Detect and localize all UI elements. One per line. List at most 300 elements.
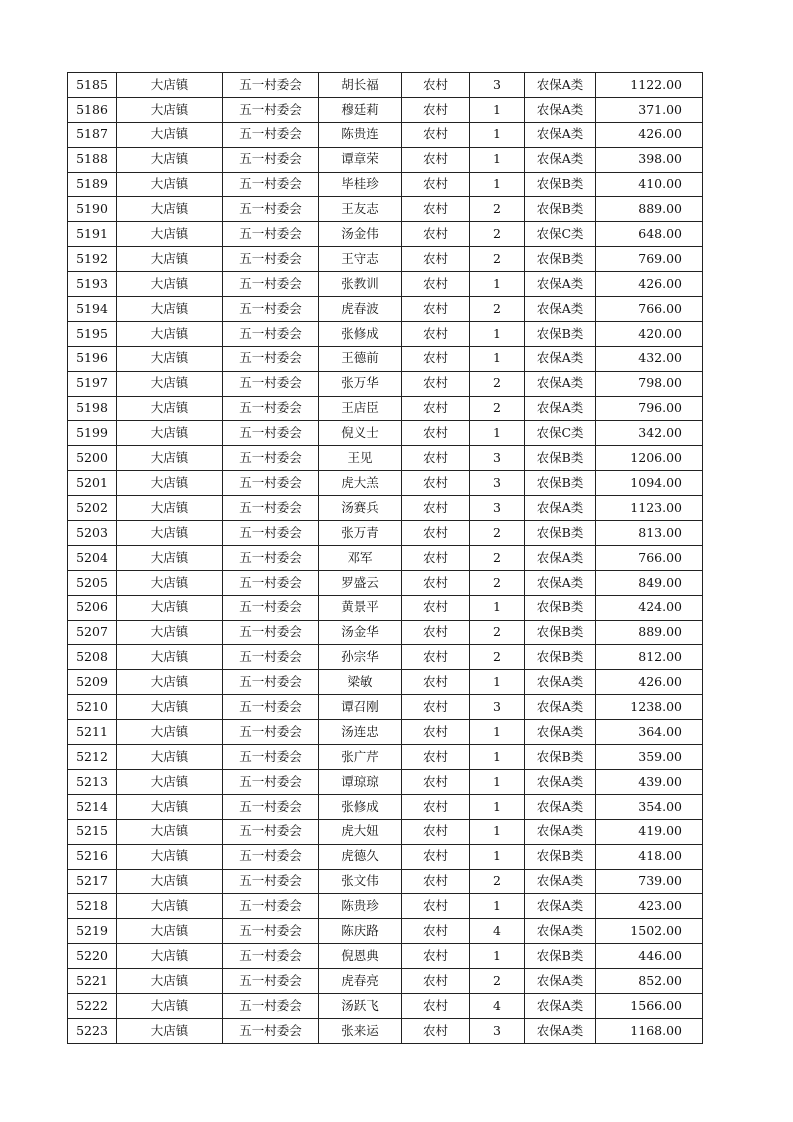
insurance-category-cell: 农保B类 bbox=[525, 645, 596, 670]
table-row bbox=[68, 396, 703, 421]
people-count-cell: 3 bbox=[470, 695, 525, 720]
person-name-cell: 张教训 bbox=[319, 272, 402, 297]
record-id-cell: 5218 bbox=[68, 894, 117, 919]
insurance-category-cell: 农保B类 bbox=[525, 844, 596, 869]
town-cell: 大店镇 bbox=[117, 1018, 223, 1043]
insurance-category-cell: 农保A类 bbox=[525, 720, 596, 745]
village-committee-cell: 五一村委会 bbox=[223, 944, 319, 969]
town-cell: 大店镇 bbox=[117, 545, 223, 570]
insurance-category-cell: 农保A类 bbox=[525, 794, 596, 819]
person-name-cell: 汤连忠 bbox=[319, 720, 402, 745]
people-count-cell: 3 bbox=[470, 496, 525, 521]
table-row bbox=[68, 894, 703, 919]
person-name-cell: 张修成 bbox=[319, 321, 402, 346]
insurance-category-cell: 农保B类 bbox=[525, 521, 596, 546]
record-id-cell: 5204 bbox=[68, 545, 117, 570]
insurance-category-cell: 农保A类 bbox=[525, 97, 596, 122]
village-committee-cell: 五一村委会 bbox=[223, 421, 319, 446]
amount-cell: 849.00 bbox=[596, 570, 703, 595]
amount-cell: 424.00 bbox=[596, 595, 703, 620]
amount-cell: 798.00 bbox=[596, 371, 703, 396]
household-type-cell: 农村 bbox=[402, 247, 470, 272]
household-type-cell: 农村 bbox=[402, 73, 470, 98]
household-type-cell: 农村 bbox=[402, 919, 470, 944]
record-id-cell: 5214 bbox=[68, 794, 117, 819]
insurance-category-cell: 农保C类 bbox=[525, 421, 596, 446]
table-row bbox=[68, 122, 703, 147]
people-count-cell: 2 bbox=[470, 521, 525, 546]
people-count-cell: 2 bbox=[470, 545, 525, 570]
people-count-cell: 3 bbox=[470, 471, 525, 496]
village-committee-cell: 五一村委会 bbox=[223, 545, 319, 570]
amount-cell: 426.00 bbox=[596, 122, 703, 147]
village-committee-cell: 五一村委会 bbox=[223, 197, 319, 222]
household-type-cell: 农村 bbox=[402, 645, 470, 670]
person-name-cell: 虎春亮 bbox=[319, 969, 402, 994]
amount-cell: 812.00 bbox=[596, 645, 703, 670]
people-count-cell: 2 bbox=[470, 222, 525, 247]
insurance-category-cell: 农保B类 bbox=[525, 247, 596, 272]
amount-cell: 889.00 bbox=[596, 197, 703, 222]
people-count-cell: 2 bbox=[470, 620, 525, 645]
village-committee-cell: 五一村委会 bbox=[223, 321, 319, 346]
town-cell: 大店镇 bbox=[117, 346, 223, 371]
village-committee-cell: 五一村委会 bbox=[223, 446, 319, 471]
people-count-cell: 1 bbox=[470, 346, 525, 371]
insurance-category-cell: 农保B类 bbox=[525, 745, 596, 770]
village-committee-cell: 五一村委会 bbox=[223, 745, 319, 770]
record-id-cell: 5197 bbox=[68, 371, 117, 396]
record-id-cell: 5199 bbox=[68, 421, 117, 446]
table-row bbox=[68, 769, 703, 794]
insurance-category-cell: 农保A类 bbox=[525, 73, 596, 98]
insurance-category-cell: 农保A类 bbox=[525, 869, 596, 894]
people-count-cell: 2 bbox=[470, 197, 525, 222]
household-type-cell: 农村 bbox=[402, 297, 470, 322]
people-count-cell: 2 bbox=[470, 869, 525, 894]
record-id-cell: 5196 bbox=[68, 346, 117, 371]
town-cell: 大店镇 bbox=[117, 122, 223, 147]
household-type-cell: 农村 bbox=[402, 993, 470, 1018]
person-name-cell: 孙宗华 bbox=[319, 645, 402, 670]
person-name-cell: 张来运 bbox=[319, 1018, 402, 1043]
amount-cell: 769.00 bbox=[596, 247, 703, 272]
record-id-cell: 5203 bbox=[68, 521, 117, 546]
insurance-category-cell: 农保A类 bbox=[525, 346, 596, 371]
table-row bbox=[68, 147, 703, 172]
table-row bbox=[68, 844, 703, 869]
person-name-cell: 谭章荣 bbox=[319, 147, 402, 172]
people-count-cell: 1 bbox=[470, 944, 525, 969]
record-id-cell: 5200 bbox=[68, 446, 117, 471]
village-committee-cell: 五一村委会 bbox=[223, 620, 319, 645]
insurance-category-cell: 农保B类 bbox=[525, 944, 596, 969]
household-type-cell: 农村 bbox=[402, 147, 470, 172]
people-count-cell: 1 bbox=[470, 745, 525, 770]
people-count-cell: 4 bbox=[470, 919, 525, 944]
record-id-cell: 5220 bbox=[68, 944, 117, 969]
table-row bbox=[68, 421, 703, 446]
town-cell: 大店镇 bbox=[117, 321, 223, 346]
people-count-cell: 1 bbox=[470, 595, 525, 620]
person-name-cell: 张万华 bbox=[319, 371, 402, 396]
people-count-cell: 4 bbox=[470, 993, 525, 1018]
person-name-cell: 张修成 bbox=[319, 794, 402, 819]
amount-cell: 354.00 bbox=[596, 794, 703, 819]
people-count-cell: 2 bbox=[470, 396, 525, 421]
person-name-cell: 张广芹 bbox=[319, 745, 402, 770]
person-name-cell: 虎大妞 bbox=[319, 819, 402, 844]
records-table bbox=[67, 72, 703, 1044]
insurance-category-cell: 农保C类 bbox=[525, 222, 596, 247]
town-cell: 大店镇 bbox=[117, 471, 223, 496]
record-id-cell: 5202 bbox=[68, 496, 117, 521]
people-count-cell: 1 bbox=[470, 97, 525, 122]
household-type-cell: 农村 bbox=[402, 570, 470, 595]
record-id-cell: 5216 bbox=[68, 844, 117, 869]
insurance-category-cell: 农保A类 bbox=[525, 894, 596, 919]
village-committee-cell: 五一村委会 bbox=[223, 222, 319, 247]
record-id-cell: 5201 bbox=[68, 471, 117, 496]
village-committee-cell: 五一村委会 bbox=[223, 122, 319, 147]
table-row bbox=[68, 645, 703, 670]
household-type-cell: 农村 bbox=[402, 97, 470, 122]
town-cell: 大店镇 bbox=[117, 197, 223, 222]
amount-cell: 419.00 bbox=[596, 819, 703, 844]
amount-cell: 796.00 bbox=[596, 396, 703, 421]
household-type-cell: 农村 bbox=[402, 620, 470, 645]
record-id-cell: 5207 bbox=[68, 620, 117, 645]
record-id-cell: 5223 bbox=[68, 1018, 117, 1043]
table-row bbox=[68, 97, 703, 122]
town-cell: 大店镇 bbox=[117, 496, 223, 521]
town-cell: 大店镇 bbox=[117, 844, 223, 869]
table-row bbox=[68, 471, 703, 496]
table-row bbox=[68, 272, 703, 297]
insurance-category-cell: 农保B类 bbox=[525, 595, 596, 620]
town-cell: 大店镇 bbox=[117, 421, 223, 446]
household-type-cell: 农村 bbox=[402, 122, 470, 147]
record-id-cell: 5192 bbox=[68, 247, 117, 272]
people-count-cell: 1 bbox=[470, 172, 525, 197]
table-row bbox=[68, 969, 703, 994]
record-id-cell: 5187 bbox=[68, 122, 117, 147]
table-row bbox=[68, 371, 703, 396]
record-id-cell: 5217 bbox=[68, 869, 117, 894]
village-committee-cell: 五一村委会 bbox=[223, 819, 319, 844]
record-id-cell: 5185 bbox=[68, 73, 117, 98]
table-row bbox=[68, 670, 703, 695]
town-cell: 大店镇 bbox=[117, 297, 223, 322]
insurance-category-cell: 农保A类 bbox=[525, 147, 596, 172]
person-name-cell: 王守志 bbox=[319, 247, 402, 272]
household-type-cell: 农村 bbox=[402, 819, 470, 844]
table-row bbox=[68, 172, 703, 197]
village-committee-cell: 五一村委会 bbox=[223, 894, 319, 919]
village-committee-cell: 五一村委会 bbox=[223, 147, 319, 172]
household-type-cell: 农村 bbox=[402, 969, 470, 994]
town-cell: 大店镇 bbox=[117, 944, 223, 969]
person-name-cell: 汤金华 bbox=[319, 620, 402, 645]
amount-cell: 426.00 bbox=[596, 670, 703, 695]
table-row bbox=[68, 869, 703, 894]
records-table-body bbox=[68, 73, 703, 1044]
table-row bbox=[68, 595, 703, 620]
amount-cell: 1566.00 bbox=[596, 993, 703, 1018]
record-id-cell: 5208 bbox=[68, 645, 117, 670]
record-id-cell: 5222 bbox=[68, 993, 117, 1018]
record-id-cell: 5209 bbox=[68, 670, 117, 695]
village-committee-cell: 五一村委会 bbox=[223, 969, 319, 994]
village-committee-cell: 五一村委会 bbox=[223, 670, 319, 695]
household-type-cell: 农村 bbox=[402, 944, 470, 969]
town-cell: 大店镇 bbox=[117, 172, 223, 197]
people-count-cell: 3 bbox=[470, 446, 525, 471]
town-cell: 大店镇 bbox=[117, 272, 223, 297]
town-cell: 大店镇 bbox=[117, 396, 223, 421]
person-name-cell: 邓军 bbox=[319, 545, 402, 570]
amount-cell: 446.00 bbox=[596, 944, 703, 969]
table-row bbox=[68, 297, 703, 322]
town-cell: 大店镇 bbox=[117, 371, 223, 396]
amount-cell: 364.00 bbox=[596, 720, 703, 745]
town-cell: 大店镇 bbox=[117, 97, 223, 122]
amount-cell: 342.00 bbox=[596, 421, 703, 446]
people-count-cell: 2 bbox=[470, 969, 525, 994]
person-name-cell: 胡长福 bbox=[319, 73, 402, 98]
insurance-category-cell: 农保A类 bbox=[525, 769, 596, 794]
people-count-cell: 1 bbox=[470, 421, 525, 446]
household-type-cell: 农村 bbox=[402, 321, 470, 346]
town-cell: 大店镇 bbox=[117, 147, 223, 172]
amount-cell: 410.00 bbox=[596, 172, 703, 197]
amount-cell: 420.00 bbox=[596, 321, 703, 346]
insurance-category-cell: 农保A类 bbox=[525, 819, 596, 844]
record-id-cell: 5198 bbox=[68, 396, 117, 421]
record-id-cell: 5188 bbox=[68, 147, 117, 172]
people-count-cell: 1 bbox=[470, 147, 525, 172]
record-id-cell: 5186 bbox=[68, 97, 117, 122]
record-id-cell: 5215 bbox=[68, 819, 117, 844]
table-row bbox=[68, 695, 703, 720]
town-cell: 大店镇 bbox=[117, 919, 223, 944]
household-type-cell: 农村 bbox=[402, 670, 470, 695]
household-type-cell: 农村 bbox=[402, 272, 470, 297]
amount-cell: 1168.00 bbox=[596, 1018, 703, 1043]
village-committee-cell: 五一村委会 bbox=[223, 1018, 319, 1043]
village-committee-cell: 五一村委会 bbox=[223, 695, 319, 720]
amount-cell: 766.00 bbox=[596, 545, 703, 570]
town-cell: 大店镇 bbox=[117, 894, 223, 919]
household-type-cell: 农村 bbox=[402, 197, 470, 222]
table-row bbox=[68, 222, 703, 247]
insurance-category-cell: 农保A类 bbox=[525, 272, 596, 297]
household-type-cell: 农村 bbox=[402, 894, 470, 919]
record-id-cell: 5205 bbox=[68, 570, 117, 595]
household-type-cell: 农村 bbox=[402, 471, 470, 496]
table-row bbox=[68, 321, 703, 346]
person-name-cell: 黄景平 bbox=[319, 595, 402, 620]
table-row bbox=[68, 521, 703, 546]
village-committee-cell: 五一村委会 bbox=[223, 371, 319, 396]
insurance-category-cell: 农保A类 bbox=[525, 670, 596, 695]
insurance-category-cell: 农保B类 bbox=[525, 172, 596, 197]
household-type-cell: 农村 bbox=[402, 720, 470, 745]
household-type-cell: 农村 bbox=[402, 172, 470, 197]
table-row bbox=[68, 1018, 703, 1043]
village-committee-cell: 五一村委会 bbox=[223, 247, 319, 272]
amount-cell: 1122.00 bbox=[596, 73, 703, 98]
table-row bbox=[68, 346, 703, 371]
table-row bbox=[68, 819, 703, 844]
village-committee-cell: 五一村委会 bbox=[223, 496, 319, 521]
person-name-cell: 陈贵连 bbox=[319, 122, 402, 147]
insurance-category-cell: 农保A类 bbox=[525, 695, 596, 720]
amount-cell: 439.00 bbox=[596, 769, 703, 794]
household-type-cell: 农村 bbox=[402, 769, 470, 794]
household-type-cell: 农村 bbox=[402, 496, 470, 521]
person-name-cell: 倪义士 bbox=[319, 421, 402, 446]
household-type-cell: 农村 bbox=[402, 595, 470, 620]
village-committee-cell: 五一村委会 bbox=[223, 769, 319, 794]
village-committee-cell: 五一村委会 bbox=[223, 919, 319, 944]
town-cell: 大店镇 bbox=[117, 620, 223, 645]
amount-cell: 852.00 bbox=[596, 969, 703, 994]
insurance-category-cell: 农保A类 bbox=[525, 396, 596, 421]
town-cell: 大店镇 bbox=[117, 670, 223, 695]
amount-cell: 766.00 bbox=[596, 297, 703, 322]
insurance-category-cell: 农保B类 bbox=[525, 321, 596, 346]
amount-cell: 889.00 bbox=[596, 620, 703, 645]
household-type-cell: 农村 bbox=[402, 1018, 470, 1043]
household-type-cell: 农村 bbox=[402, 346, 470, 371]
people-count-cell: 1 bbox=[470, 720, 525, 745]
person-name-cell: 张万青 bbox=[319, 521, 402, 546]
amount-cell: 432.00 bbox=[596, 346, 703, 371]
insurance-category-cell: 农保A类 bbox=[525, 496, 596, 521]
table-row bbox=[68, 247, 703, 272]
town-cell: 大店镇 bbox=[117, 969, 223, 994]
household-type-cell: 农村 bbox=[402, 869, 470, 894]
amount-cell: 1238.00 bbox=[596, 695, 703, 720]
town-cell: 大店镇 bbox=[117, 645, 223, 670]
people-count-cell: 2 bbox=[470, 247, 525, 272]
village-committee-cell: 五一村委会 bbox=[223, 844, 319, 869]
people-count-cell: 1 bbox=[470, 894, 525, 919]
table-row bbox=[68, 446, 703, 471]
table-row bbox=[68, 496, 703, 521]
people-count-cell: 1 bbox=[470, 122, 525, 147]
person-name-cell: 王店臣 bbox=[319, 396, 402, 421]
household-type-cell: 农村 bbox=[402, 695, 470, 720]
insurance-category-cell: 农保A类 bbox=[525, 371, 596, 396]
insurance-category-cell: 农保A类 bbox=[525, 545, 596, 570]
insurance-category-cell: 农保A类 bbox=[525, 1018, 596, 1043]
table-row bbox=[68, 545, 703, 570]
town-cell: 大店镇 bbox=[117, 521, 223, 546]
record-id-cell: 5210 bbox=[68, 695, 117, 720]
record-id-cell: 5194 bbox=[68, 297, 117, 322]
insurance-category-cell: 农保A类 bbox=[525, 122, 596, 147]
town-cell: 大店镇 bbox=[117, 869, 223, 894]
record-id-cell: 5213 bbox=[68, 769, 117, 794]
table-row bbox=[68, 197, 703, 222]
people-count-cell: 2 bbox=[470, 645, 525, 670]
people-count-cell: 1 bbox=[470, 272, 525, 297]
record-id-cell: 5219 bbox=[68, 919, 117, 944]
people-count-cell: 2 bbox=[470, 570, 525, 595]
amount-cell: 1094.00 bbox=[596, 471, 703, 496]
amount-cell: 371.00 bbox=[596, 97, 703, 122]
record-id-cell: 5221 bbox=[68, 969, 117, 994]
person-name-cell: 陈贵珍 bbox=[319, 894, 402, 919]
village-committee-cell: 五一村委会 bbox=[223, 471, 319, 496]
town-cell: 大店镇 bbox=[117, 695, 223, 720]
person-name-cell: 陈庆路 bbox=[319, 919, 402, 944]
record-id-cell: 5190 bbox=[68, 197, 117, 222]
person-name-cell: 倪恩典 bbox=[319, 944, 402, 969]
people-count-cell: 2 bbox=[470, 371, 525, 396]
amount-cell: 359.00 bbox=[596, 745, 703, 770]
person-name-cell: 汤赛兵 bbox=[319, 496, 402, 521]
insurance-category-cell: 农保A类 bbox=[525, 993, 596, 1018]
amount-cell: 1502.00 bbox=[596, 919, 703, 944]
household-type-cell: 农村 bbox=[402, 371, 470, 396]
town-cell: 大店镇 bbox=[117, 595, 223, 620]
insurance-category-cell: 农保A类 bbox=[525, 297, 596, 322]
people-count-cell: 1 bbox=[470, 819, 525, 844]
household-type-cell: 农村 bbox=[402, 794, 470, 819]
person-name-cell: 谭召刚 bbox=[319, 695, 402, 720]
village-committee-cell: 五一村委会 bbox=[223, 73, 319, 98]
people-count-cell: 1 bbox=[470, 844, 525, 869]
people-count-cell: 2 bbox=[470, 297, 525, 322]
town-cell: 大店镇 bbox=[117, 446, 223, 471]
table-row bbox=[68, 993, 703, 1018]
village-committee-cell: 五一村委会 bbox=[223, 993, 319, 1018]
town-cell: 大店镇 bbox=[117, 769, 223, 794]
household-type-cell: 农村 bbox=[402, 521, 470, 546]
table-row bbox=[68, 73, 703, 98]
town-cell: 大店镇 bbox=[117, 570, 223, 595]
person-name-cell: 罗盛云 bbox=[319, 570, 402, 595]
household-type-cell: 农村 bbox=[402, 545, 470, 570]
town-cell: 大店镇 bbox=[117, 720, 223, 745]
person-name-cell: 虎大羔 bbox=[319, 471, 402, 496]
person-name-cell: 王见 bbox=[319, 446, 402, 471]
record-id-cell: 5212 bbox=[68, 745, 117, 770]
village-committee-cell: 五一村委会 bbox=[223, 172, 319, 197]
table-row bbox=[68, 919, 703, 944]
table-row bbox=[68, 620, 703, 645]
people-count-cell: 1 bbox=[470, 670, 525, 695]
record-id-cell: 5211 bbox=[68, 720, 117, 745]
village-committee-cell: 五一村委会 bbox=[223, 396, 319, 421]
village-committee-cell: 五一村委会 bbox=[223, 297, 319, 322]
people-count-cell: 3 bbox=[470, 1018, 525, 1043]
record-id-cell: 5191 bbox=[68, 222, 117, 247]
people-count-cell: 1 bbox=[470, 321, 525, 346]
record-id-cell: 5189 bbox=[68, 172, 117, 197]
village-committee-cell: 五一村委会 bbox=[223, 346, 319, 371]
insurance-category-cell: 农保A类 bbox=[525, 919, 596, 944]
town-cell: 大店镇 bbox=[117, 993, 223, 1018]
amount-cell: 648.00 bbox=[596, 222, 703, 247]
amount-cell: 1206.00 bbox=[596, 446, 703, 471]
table-row bbox=[68, 720, 703, 745]
household-type-cell: 农村 bbox=[402, 446, 470, 471]
village-committee-cell: 五一村委会 bbox=[223, 869, 319, 894]
